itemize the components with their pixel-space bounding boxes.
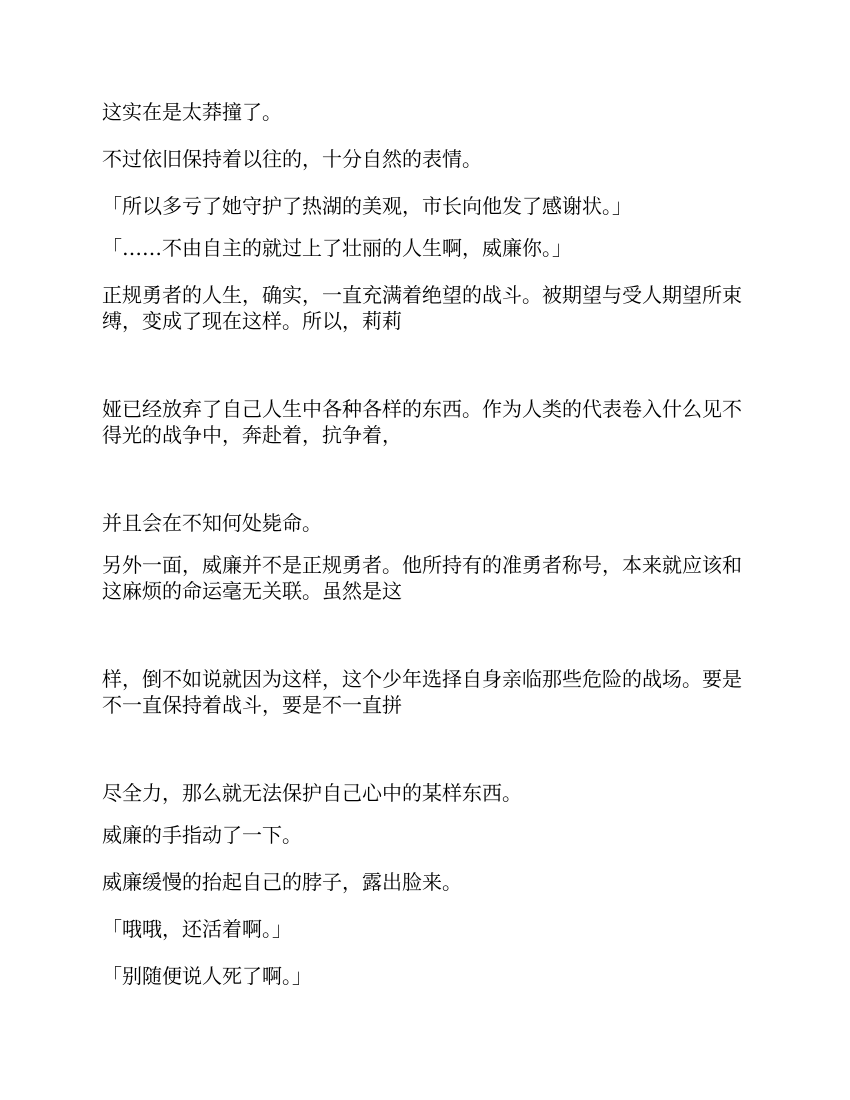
paragraph-8: 另外一面，威廉并不是正规勇者。他所持有的准勇者称号，本来就应该和这麻烦的命运毫无关联。虽然是这 — [102, 553, 742, 603]
paragraph-4: 「……不由自主的就过上了壮丽的人生啊，威廉你。」 — [102, 236, 572, 260]
paragraph-6: 娅已经放弃了自己人生中各种各样的东西。作为人类的代表卷入什么见不得光的战争中，奔赴着，抗争着， — [102, 397, 742, 447]
paragraph-5: 正规勇者的人生，确实，一直充满着绝望的战斗。被期望与受人期望所束缚，变成了现在这样。所以，莉莉 — [102, 283, 742, 333]
paragraph-13: 「哦哦，还活着啊。」 — [102, 917, 292, 941]
paragraph-10: 尽全力，那么就无法保护自己心中的某样东西。 — [102, 781, 522, 805]
paragraph-12: 威廉缓慢的抬起自己的脖子，露出脸来。 — [102, 870, 462, 894]
paragraph-3: 「所以多亏了她守护了热湖的美观，市长向他发了感谢状。」 — [102, 194, 632, 218]
paragraph-7: 并且会在不知何处毙命。 — [102, 511, 322, 535]
paragraph-11: 威廉的手指动了一下。 — [102, 823, 302, 847]
paragraph-2: 不过依旧保持着以往的，十分自然的表情。 — [102, 147, 482, 171]
paragraph-9: 样，倒不如说就因为这样，这个少年选择自身亲临那些危险的战场。要是不一直保持着战斗，要是不一直拼 — [102, 667, 742, 717]
paragraph-14: 「别随便说人死了啊。」 — [102, 964, 312, 988]
paragraph-1: 这实在是太莽撞了。 — [102, 100, 282, 124]
